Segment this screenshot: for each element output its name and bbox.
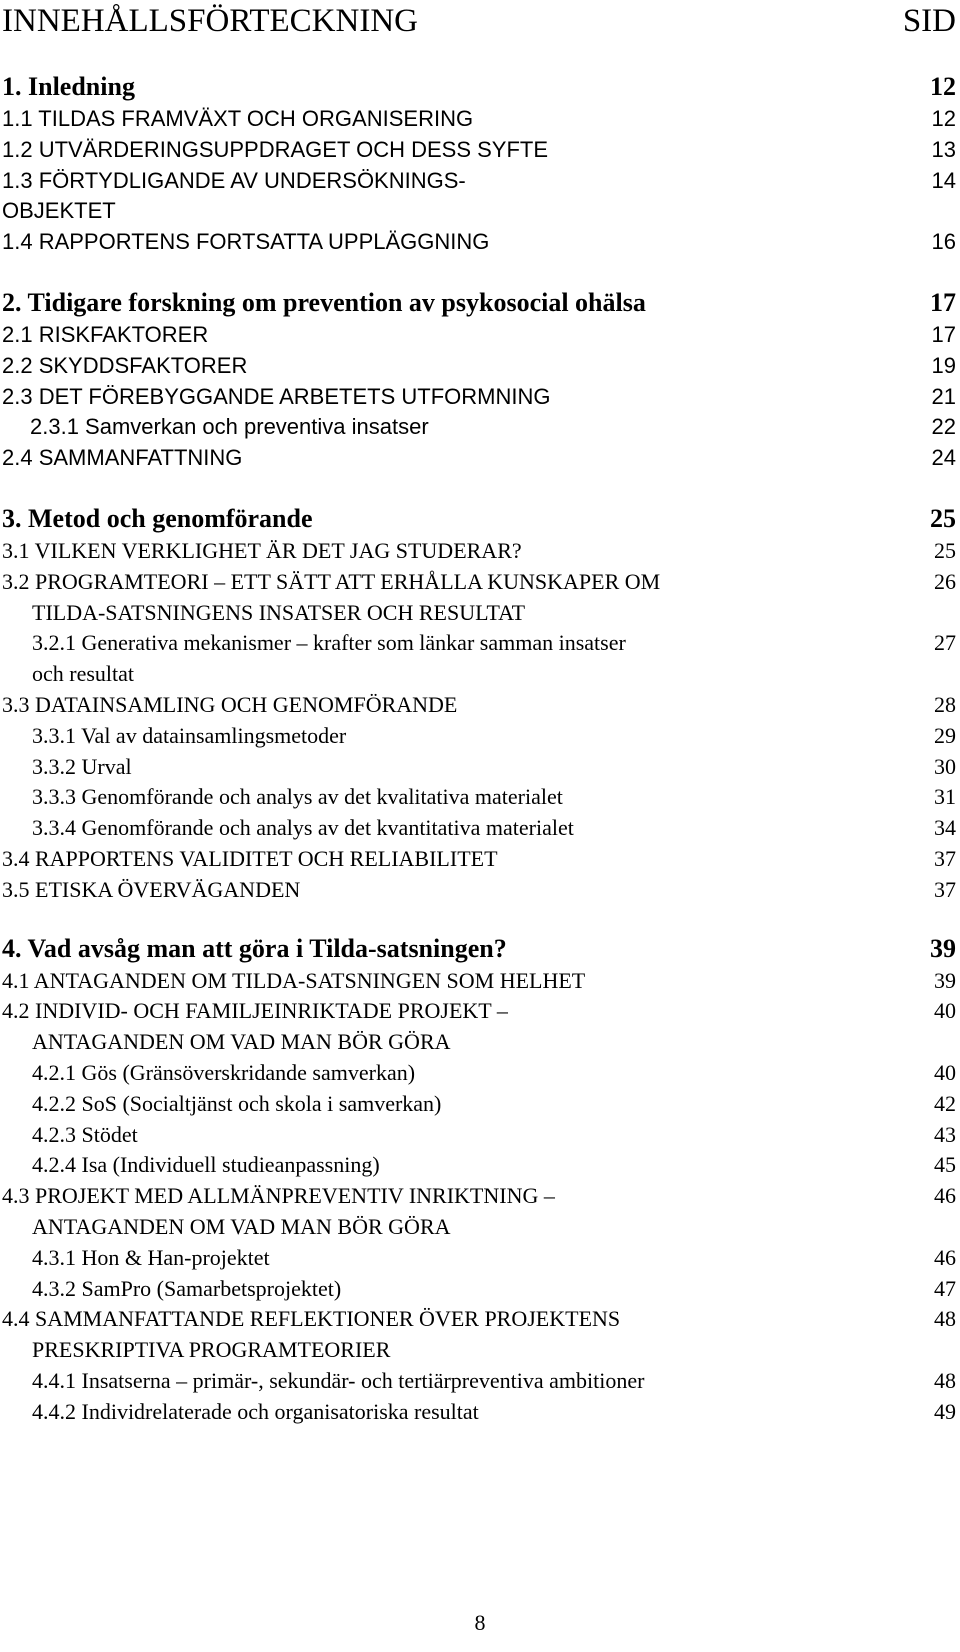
toc-entry-page: 39: [934, 967, 956, 993]
toc-entry-title: [2, 628, 896, 690]
toc-entry-title: 3.4 RAPPORTENS VALIDITET OCH RELIABILITET: [2, 845, 498, 871]
toc-entry-page: 26: [934, 568, 956, 594]
toc-entry-page: 43: [934, 1121, 956, 1147]
toc-entry-page: 27: [934, 630, 956, 656]
toc-entry-title: [2, 1304, 896, 1366]
toc-entry-title-continued: ANTAGANDEN OM VAD MAN BÖR GÖRA: [32, 1213, 451, 1239]
toc-section-2[interactable]: [2, 286, 956, 320]
toc-entry-title: 2.3 DET FÖREBYGGANDE ARBETETS UTFORMNING: [2, 383, 551, 409]
toc-entry-title: 3.1 VILKEN VERKLIGHET ÄR DET JAG STUDERAR?: [2, 537, 522, 563]
toc-entry-page: 16: [931, 229, 956, 255]
toc-section-title: 2. Tidigare forskning om prevention av psykosocial ohälsa: [2, 287, 646, 317]
toc-entry-title: 3.3.2 Urval: [32, 753, 132, 779]
toc-entry-page: 28: [934, 691, 956, 717]
toc-section-page: 12: [930, 72, 956, 101]
toc-entry-title: 2.3.1 Samverkan och preventiva insatser: [30, 414, 429, 440]
toc-entry-page: 45: [934, 1152, 956, 1178]
toc-entry-title: 3.3.4 Genomförande och analys av det kvantitativa materialet: [32, 815, 574, 841]
toc-entry[interactable]: [2, 166, 956, 228]
toc-entry-page: 13: [931, 136, 956, 162]
toc-entry-page: 19: [931, 352, 956, 378]
toc-entry[interactable]: [2, 382, 956, 413]
toc-entry[interactable]: [2, 966, 956, 997]
toc-entry[interactable]: [2, 412, 956, 443]
toc-section-title: 3. Metod och genomförande: [2, 503, 313, 533]
toc-section-1[interactable]: [2, 70, 956, 104]
toc-entry-title-line: 4.3 PROJEKT MED ALLMÄNPREVENTIV INRIKTNING –: [2, 1183, 555, 1209]
toc-entry-title-line: 4.2 INDIVID- OCH FAMILJEINRIKTADE PROJEKT –: [2, 998, 508, 1024]
toc-entry-title: [2, 567, 896, 629]
toc-entry-title: 4.3.1 Hon & Han-projektet: [32, 1244, 270, 1270]
toc-entry-title: 4.2.3 Stödet: [32, 1121, 138, 1147]
toc-entry[interactable]: [2, 1181, 956, 1243]
toc-entry-title: 4.4.1 Insatserna – primär-, sekundär- och tertiärpreventiva ambitioner: [32, 1367, 645, 1393]
toc-entry[interactable]: [2, 628, 956, 690]
toc-entry-page: 22: [931, 414, 956, 440]
toc-entry-page: 17: [931, 321, 956, 347]
toc-entry[interactable]: [2, 1120, 956, 1151]
toc-section-page: 25: [930, 503, 956, 533]
toc-entry-title: 3.3.1 Val av datainsamlingsmetoder: [32, 722, 347, 748]
toc-entry-title-line: 4.4 SAMMANFATTANDE REFLEKTIONER ÖVER PROJEKTENS: [2, 1306, 621, 1332]
toc-entry[interactable]: [2, 320, 956, 351]
toc-entry-title: 2.4 SAMMANFATTNING: [2, 445, 243, 471]
toc-entry-page: 37: [934, 876, 956, 902]
toc-entry-title: 1.4 RAPPORTENS FORTSATTA UPPLÄGGNING: [2, 229, 490, 255]
toc-entry[interactable]: [2, 844, 956, 875]
toc-entry-page: 40: [934, 998, 956, 1024]
toc-entry-title: 3.5 ETISKA ÖVERVÄGANDEN: [2, 876, 301, 902]
toc-entry-page: 24: [931, 445, 956, 471]
toc-entry[interactable]: [2, 351, 956, 382]
toc-header: [2, 0, 956, 42]
toc-section-4[interactable]: [2, 932, 956, 966]
toc-entry[interactable]: [2, 1397, 956, 1428]
toc-entry-page: 46: [934, 1244, 956, 1270]
toc-entry-title-continued: TILDA-SATSNINGENS INSATSER OCH RESULTAT: [32, 599, 526, 625]
page-column-label: SID: [902, 2, 956, 39]
toc-entry-title-line: 1.3 FÖRTYDLIGANDE AV UNDERSÖKNINGS-: [2, 167, 466, 193]
toc-entry[interactable]: [2, 1304, 956, 1366]
toc-entry-title: 3.3.3 Genomförande och analys av det kvalitativa materialet: [32, 784, 563, 810]
toc-entry-title-line: 3.2 PROGRAMTEORI – ETT SÄTT ATT ERHÅLLA KUNSKAPER OM: [2, 568, 661, 594]
page-number: 8: [474, 1610, 486, 1635]
toc-entry-page: 42: [934, 1090, 956, 1116]
section-spacer: [2, 258, 956, 286]
toc-entry-title: [2, 1181, 896, 1243]
toc-entry-title-continued: och resultat: [32, 661, 135, 687]
toc-entry-page: 49: [934, 1398, 956, 1424]
toc-entry-page: 31: [934, 784, 956, 810]
toc-entry[interactable]: [2, 135, 956, 166]
toc-title: INNEHÅLLSFÖRTECKNING: [2, 2, 418, 39]
toc-entry-page: 48: [934, 1367, 956, 1393]
toc-entry-title: 4.1 ANTAGANDEN OM TILDA-SATSNINGEN SOM HELHET: [2, 967, 586, 993]
toc-entry[interactable]: [2, 875, 956, 906]
section-spacer: [2, 906, 956, 932]
table-of-contents: [2, 70, 956, 1427]
toc-entry[interactable]: [2, 443, 956, 474]
toc-entry-page: 25: [934, 537, 956, 563]
toc-entry-page: 48: [934, 1306, 956, 1332]
toc-section-page: 17: [930, 287, 956, 317]
toc-entry[interactable]: [2, 1274, 956, 1305]
toc-entry-title: 2.1 RISKFAKTORER: [2, 321, 209, 347]
toc-entry-title: 4.2.1 Gös (Gränsöverskridande samverkan): [32, 1059, 416, 1085]
toc-entry[interactable]: [2, 690, 956, 721]
section-spacer: [2, 474, 956, 502]
toc-entry-title-line: 3.2.1 Generativa mekanismer – krafter som länkar samman insatser: [32, 630, 626, 656]
toc-entry-title: [2, 996, 896, 1058]
toc-entry-page: 12: [931, 106, 956, 131]
toc-entry[interactable]: [2, 1089, 956, 1120]
toc-section-3[interactable]: [2, 502, 956, 536]
toc-entry[interactable]: [2, 1058, 956, 1089]
toc-entry-page: 29: [934, 722, 956, 748]
toc-entry-title-continued: PRESKRIPTIVA PROGRAMTEORIER: [32, 1337, 391, 1363]
toc-entry-page: 21: [931, 383, 956, 409]
toc-entry-title: [2, 166, 896, 228]
toc-entry[interactable]: [2, 1150, 956, 1181]
toc-entry-page: 34: [934, 815, 956, 841]
toc-entry-page: 47: [934, 1275, 956, 1301]
toc-section-title: 4. Vad avsåg man att göra i Tilda-satsningen?: [2, 933, 507, 963]
toc-entry[interactable]: [2, 227, 956, 258]
toc-entry-page: 37: [934, 845, 956, 871]
toc-entry[interactable]: [2, 721, 956, 752]
toc-entry-title: 3.3 DATAINSAMLING OCH GENOMFÖRANDE: [2, 691, 458, 717]
toc-entry-page: 14: [931, 167, 956, 193]
toc-entry[interactable]: [2, 104, 956, 135]
toc-entry-title: 2.2 SKYDDSFAKTORER: [2, 352, 248, 378]
toc-entry[interactable]: [2, 1366, 956, 1397]
toc-entry-title: 4.4.2 Individrelaterade och organisatoriska resultat: [32, 1398, 479, 1424]
toc-entry-title: 1.1 TILDAS FRAMVÄXT OCH ORGANISERING: [2, 106, 474, 131]
toc-entry[interactable]: [2, 536, 956, 567]
toc-entry[interactable]: [2, 782, 956, 813]
toc-entry-page: 40: [934, 1059, 956, 1085]
toc-entry-title-continued: ANTAGANDEN OM VAD MAN BÖR GÖRA: [32, 1029, 451, 1055]
toc-entry[interactable]: [2, 567, 956, 629]
toc-entry-title: 4.3.2 SamPro (Samarbetsprojektet): [32, 1275, 342, 1301]
toc-section-page: 39: [930, 933, 956, 963]
toc-entry-title: 4.2.2 SoS (Socialtjänst och skola i samverkan): [32, 1090, 442, 1116]
toc-entry[interactable]: [2, 813, 956, 844]
toc-entry-page: 30: [934, 753, 956, 779]
toc-entry[interactable]: [2, 996, 956, 1058]
toc-entry-title: 4.2.4 Isa (Individuell studieanpassning): [32, 1152, 380, 1178]
toc-entry-title: 1.2 UTVÄRDERINGSUPPDRAGET OCH DESS SYFTE: [2, 136, 549, 162]
toc-entry-page: 46: [934, 1183, 956, 1209]
toc-entry-title-continued: OBJEKTET: [2, 198, 116, 224]
toc-entry[interactable]: [2, 752, 956, 783]
toc-entry[interactable]: [2, 1243, 956, 1274]
toc-section-title: 1. Inledning: [2, 72, 135, 101]
